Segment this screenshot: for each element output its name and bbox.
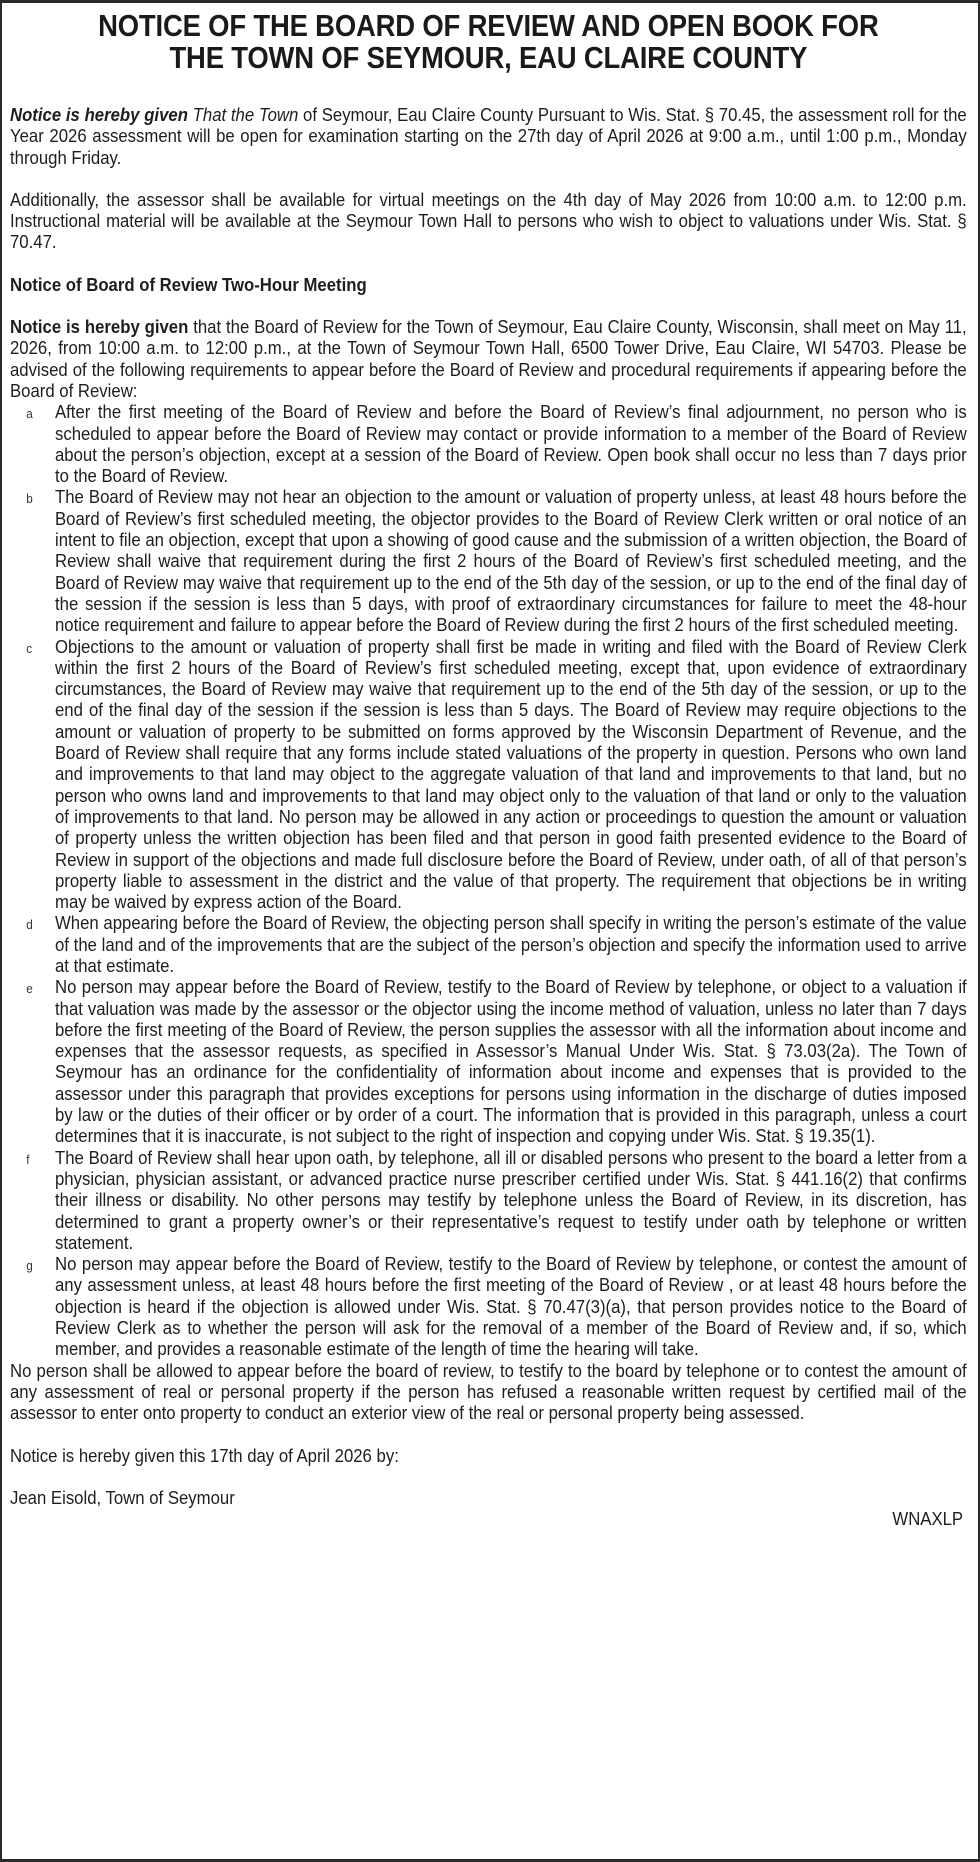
requirement-item-e — [10, 976, 967, 1146]
item-text: Objections to the amount or valuation of property shall first be made in writing and filed with the Board of Review Clerk within the first 2 hours of the Board of Review’s first scheduled meeting, except that, upon evidence of extraordinary circumstances, the Board of Review may waive that requirement up to the end of the 5th day of the session, or up to the end of the final day of the session if the session is less than 5 days. The Board of Review may require objections to the amount or valuation of property to be submitted on forms approved by the Wisconsin Department of Revenue, and the Board of Review shall require that any forms include stated valuations of the property in question. Persons who own land and improvements to that land may object to the aggregate valuation of that land and improvements to that land, but no person who owns land and improvements to that land may object only to the valuation of that land or only to the valuation of improvements to that land. No person may be allowed in any action or proceedings to question the amount or valuation of property unless the written objection has been filed and that person in good faith presented evidence to the Board of Review in support of the objections and made full disclosure before the Board of Review, under oath, of all of that person’s property liable to assessment in the district and the value of that property. The requirement that objections be in writing may be waived by express action of the Board. — [55, 635, 967, 913]
item-marker: f — [26, 1151, 30, 1167]
meeting-lead: Notice is hereby given — [10, 316, 189, 338]
item-text: The Board of Review shall hear upon oath, by telephone, all ill or disabled persons who present to the board a letter from a physician, physician assistant, or advanced practice nurse prescriber certified under Wis. Stat. § 441.16(2) that confirms their illness or disability. No other persons may testify by telephone unless the Board of Review, in its discretion, has determined to grant a property owner’s or their representative’s request to testify under oath by telephone or written statement. — [55, 1146, 967, 1253]
item-marker: b — [26, 491, 33, 507]
title-line-1: NOTICE OF THE BOARD OF REVIEW AND OPEN BOOK FOR — [98, 9, 879, 43]
intro-lead: Notice is hereby given — [10, 104, 188, 125]
item-text: After the first meeting of the Board of Review and before the Board of Review’s final adjournment, no person who is scheduled to appear before the Board of Review may contact or provide information to a member of the Board of Review about the person’s objection, except at a session of the Board of Review. Open book shall occur no less than 7 days prior to the Board of Review. — [55, 401, 967, 487]
intro-text: of Seymour, Eau Claire County Pursuant to Wis. Stat. § 70.45, the assessment roll for the Year 2026 assessment will be open for examination starting on the 27th day of April 2026 at 9:00 a.m., until 1:00 p.m., Monday through Friday. — [10, 104, 967, 168]
requirement-item-b — [10, 486, 967, 635]
signature-line: Jean Eisold, Town of Seymour — [10, 1486, 235, 1508]
requirement-item-g — [10, 1253, 967, 1359]
meeting-paragraph — [10, 316, 967, 401]
item-marker: a — [26, 406, 33, 422]
meeting-text: that the Board of Review for the Town of Seymour, Eau Claire County, Wisconsin, shall meet on May 11, 2026, from 10:00 a.m. to 12:00 p.m., at the Town of Seymour Town Hall, 6500 Tower Drive, Eau Claire, WI 54703. Please be advised of the following requirements to appear before the Board of Review and procedural requirements if appearing before the Board of Review: — [10, 316, 967, 401]
meeting-heading: Notice of Board of Review Two-Hour Meeting — [10, 273, 367, 295]
item-marker: d — [26, 917, 33, 933]
item-text: No person may appear before the Board of Review, testify to the Board of Review by telephone, or contest the amount of any assessment unless, at least 48 hours before the first meeting of the Board of Review , or at least 48 hours before the objection is heard if the objection is allowed under Wis. Stat. § 70.47(3)(a), that person provides notice to the Board of Review Clerk as to whether the person will ask for the removal of a member of the Board of Review and, if so, which member, and provides a reasonable estimate of the length of time the hearing will take. — [55, 1253, 967, 1360]
item-text: No person may appear before the Board of Review, testify to the Board of Review by telephone, or object to a valuation if that valuation was made by the assessor or the objector using the income method of valuation, unless no later than 7 days before the first meeting of the Board of Review, the person supplies the assessor with all the information about income and expenses that the assessor requests, as specified in Assessor’s Manual Under Wis. Stat. § 73.03(2a). The Town of Seymour has an ordinance for the confidentiality of information about income and expenses that is provided to the assessor under this paragraph that provides exceptions for persons using information in the discharge of duties imposed by law or the duties of their officer or by order of a court. The information that is provided in this paragraph, unless a court determines that it is inaccurate, is not subject to the right of inspection and copying under Wis. Stat. § 19.35(1). — [55, 976, 967, 1147]
requirements-list — [10, 401, 967, 1359]
intro-lead-italic: That the Town — [187, 104, 299, 125]
given-date-line: Notice is hereby given this 17th day of April 2026 by: — [10, 1444, 399, 1466]
virtual-meeting-paragraph: Additionally, the assessor shall be available for virtual meetings on the 4th day of May 2026 from 10:00 a.m. to 12:00 p.m. Instructional material will be available at the Seymour Town Hall to persons who wish to object to valuations under Wis. Stat. § 70.47. — [10, 188, 967, 253]
open-book-paragraph — [10, 104, 967, 168]
title-line-2: THE TOWN OF SEYMOUR, EAU CLAIRE COUNTY — [169, 41, 808, 75]
requirement-item-c — [10, 636, 967, 913]
refusal-paragraph: No person shall be allowed to appear before the board of review, to testify to the board by telephone or to contest the amount of any assessment of real or personal property if the person has refused a reasonable written request by certified mail of the assessor to enter onto property to conduct an exterior view of the real or personal property being assessed. — [10, 1359, 967, 1424]
ad-code: WNAXLP — [892, 1508, 964, 1530]
item-text: When appearing before the Board of Review, the objecting person shall specify in writing the person’s estimate of the value of the land and of the improvements that are the subject of the person’s objection and specify the information used to arrive at that estimate. — [55, 912, 967, 976]
item-marker: e — [26, 981, 33, 997]
requirement-item-a — [10, 401, 967, 486]
item-text: The Board of Review may not hear an objection to the amount or valuation of property unless, at least 48 hours before the Board of Review’s first scheduled meeting, the objector provides to the Board of Review Clerk written or oral notice of an intent to file an objection, except that upon a showing of good cause and the submission of a written objection, the Board of Review shall waive that requirement during the first 2 hours of the Board of Review’s first scheduled meeting, and the Board of Review may waive that requirement up to the end of the 5th day of the session, or up to the end of the final day of the session if the session is less than 5 days, with proof of extraordinary circumstances for failure to meet the 48-hour notice requirement and failure to appear before the Board of Review during the first 2 hours of the first scheduled meeting. — [55, 486, 967, 636]
requirement-item-d — [10, 912, 967, 976]
item-marker: c — [26, 640, 33, 656]
notice-title — [10, 10, 967, 74]
notice-body — [10, 3, 967, 1529]
requirement-item-f — [10, 1147, 967, 1253]
item-marker: g — [26, 1258, 33, 1274]
